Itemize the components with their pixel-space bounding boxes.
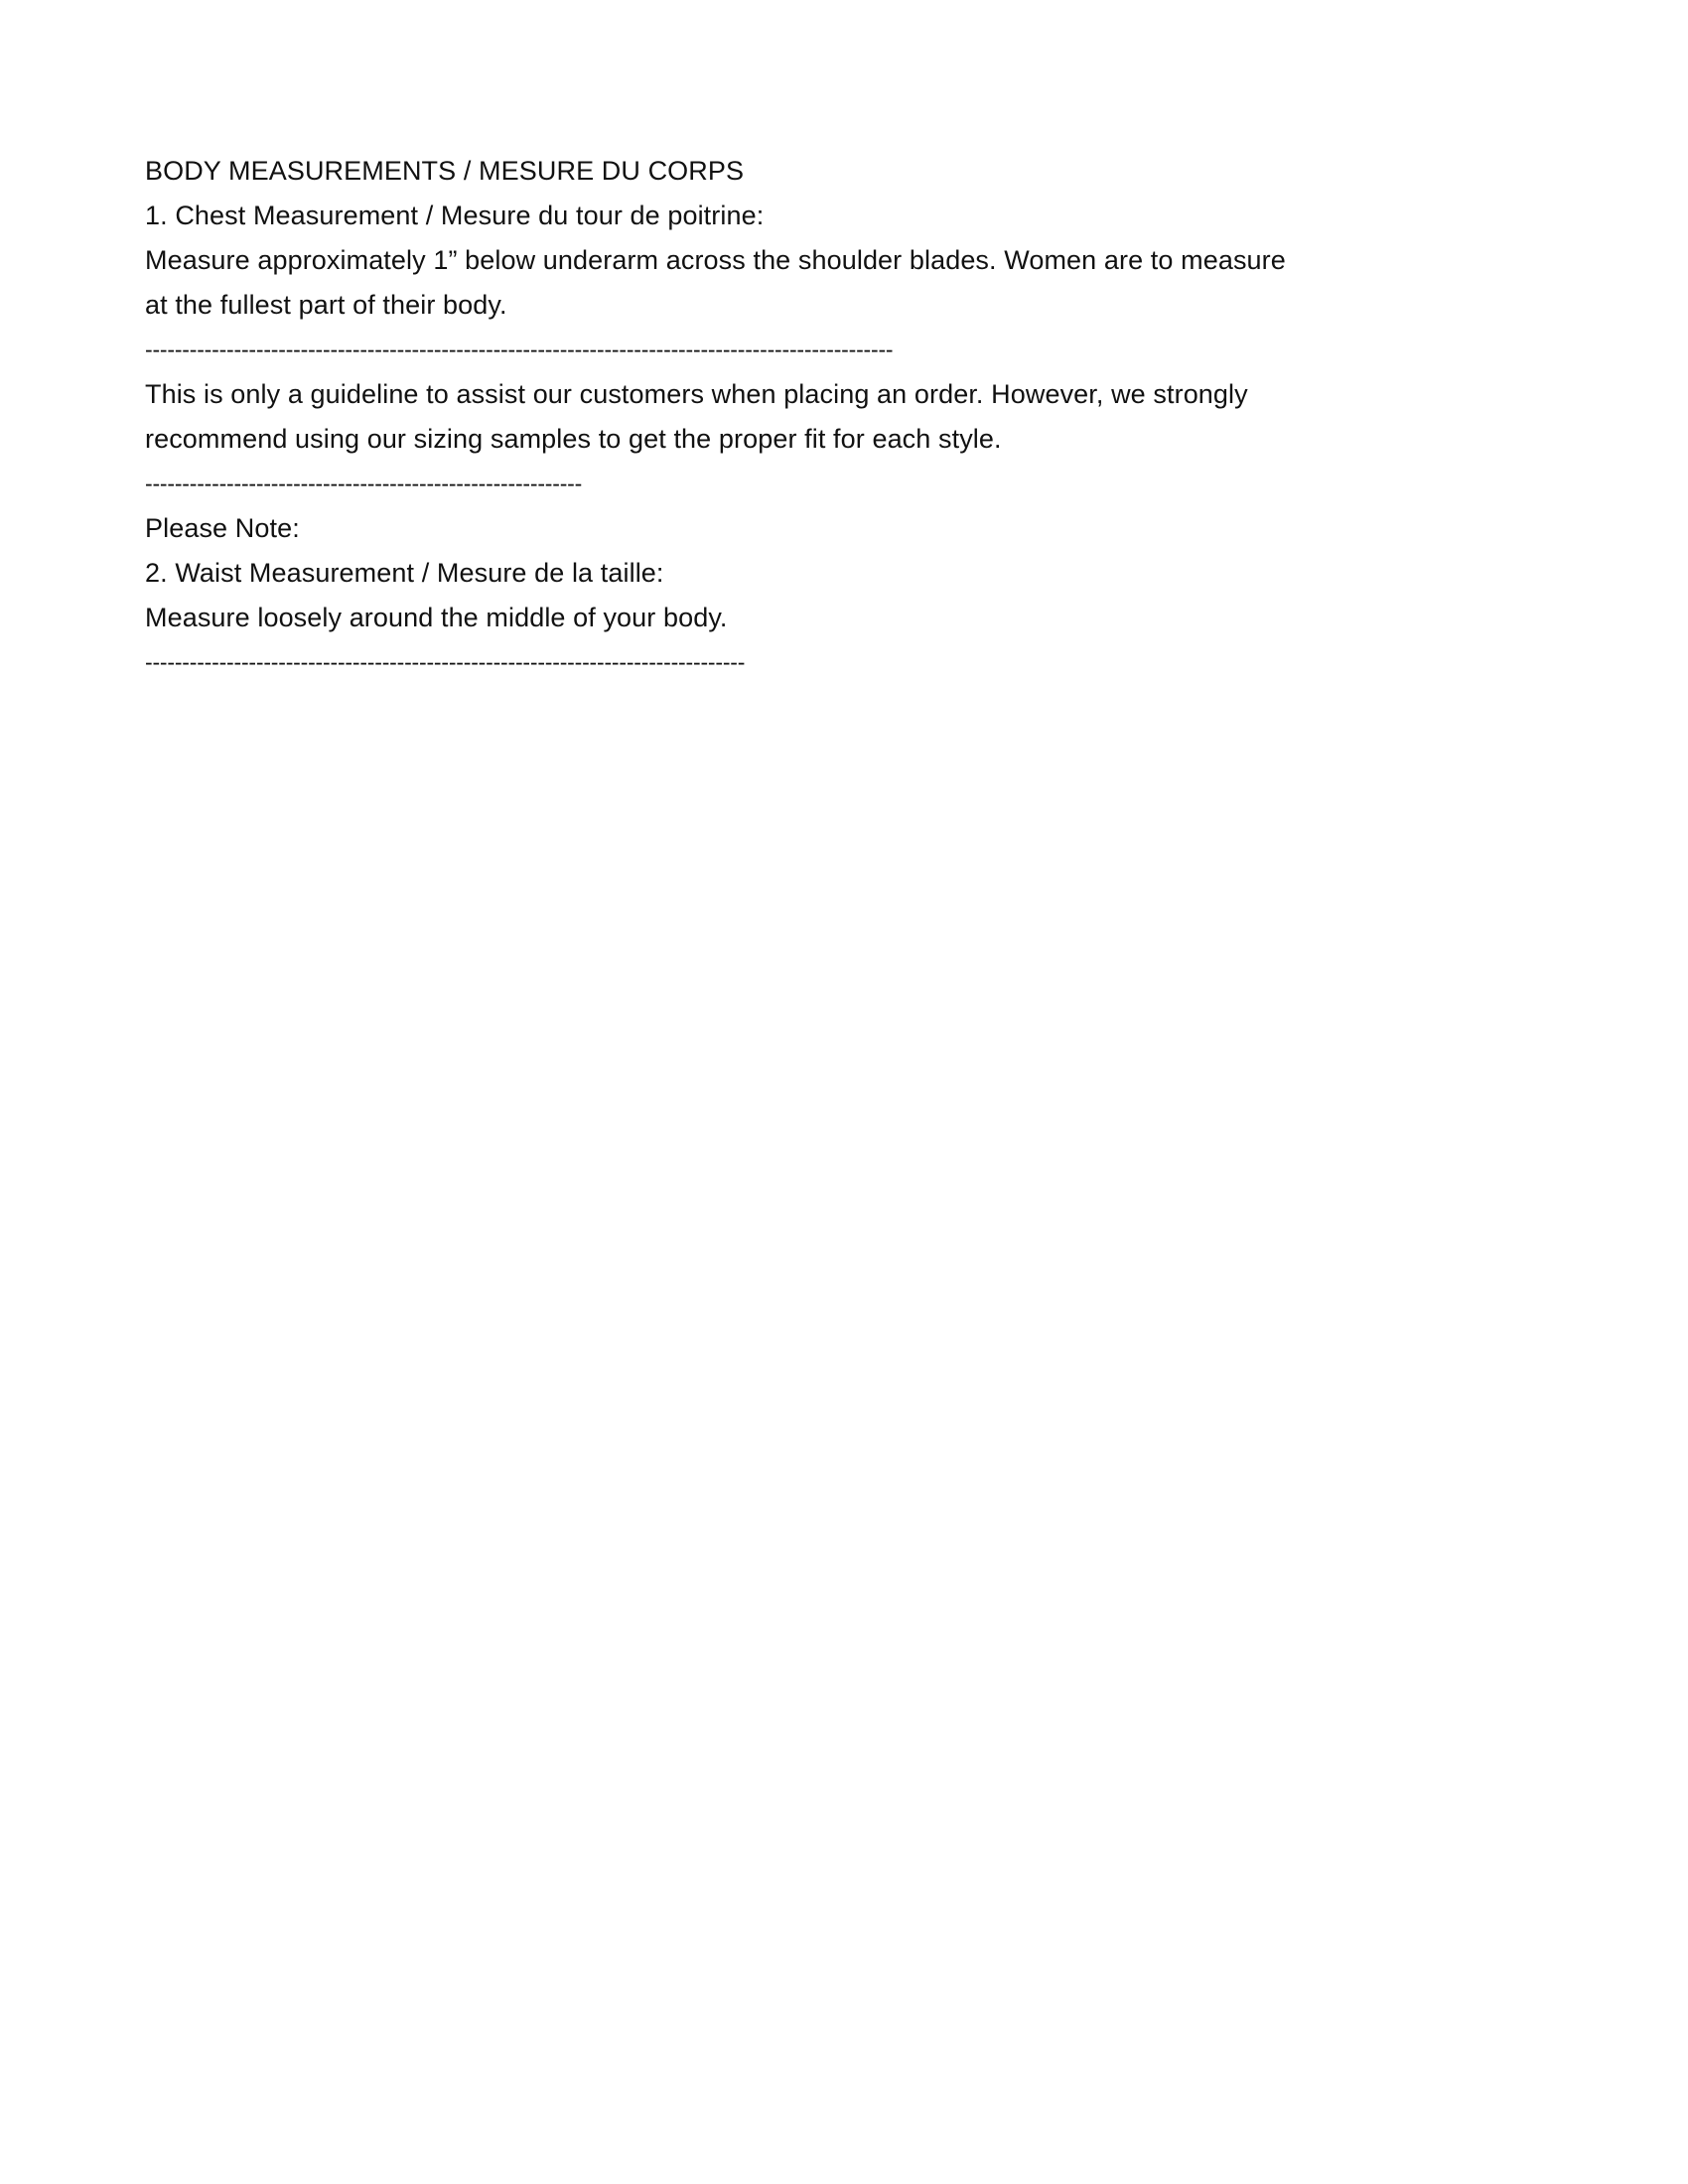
page-title: BODY MEASUREMENTS / MESURE DU CORPS: [145, 156, 745, 186]
guideline-body: This is only a guideline to assist our customers when placing an order. However, we strongly recommend using our sizing samples to get the proper fit for each style.: [145, 379, 1248, 454]
waist-measurement-body: Measure loosely around the middle of your body.: [145, 603, 728, 632]
divider-one: -----------------------------------------------------------------------------------------------------: [145, 337, 894, 362]
chest-measurement-heading: 1. Chest Measurement / Mesure du tour de poitrine:: [145, 201, 765, 230]
chest-measurement-body: Measure approximately 1” below underarm across the shoulder blades. Women are to measure at the fullest part of their body.: [145, 245, 1286, 320]
waist-measurement-heading: 2. Waist Measurement / Mesure de la taille:: [145, 558, 664, 588]
please-note-label: Please Note:: [145, 513, 300, 543]
divider-two: -----------------------------------------------------------: [145, 471, 583, 496]
divider-three: ---------------------------------------------------------------------------------: [145, 649, 746, 675]
document-content: [145, 149, 1456, 685]
